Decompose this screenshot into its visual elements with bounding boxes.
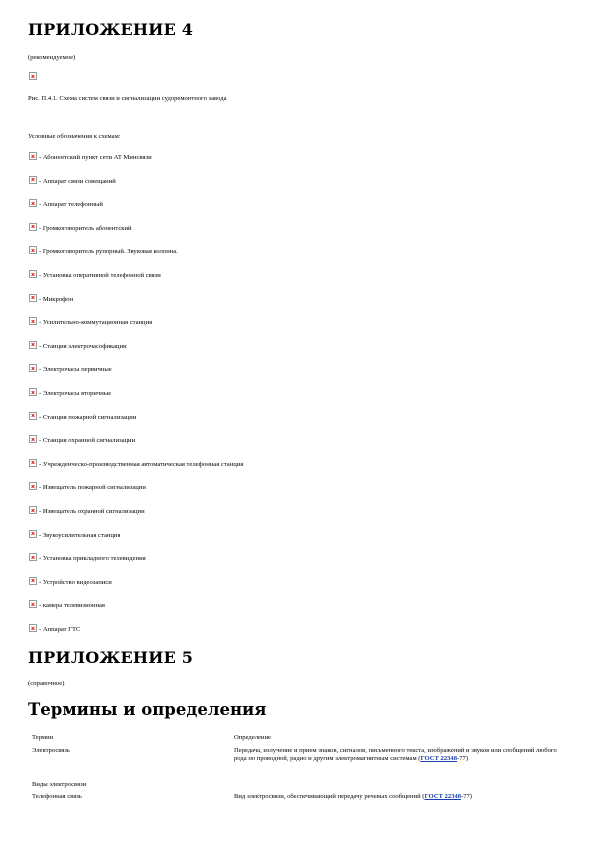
legend-label: - Громкоговоритель рупорный. Звуковая колонна. bbox=[39, 248, 178, 256]
legend-label: - Станция пожарной сигнализации bbox=[39, 413, 137, 421]
broken-image-icon bbox=[29, 341, 37, 349]
legend-label: - камера телевизионная bbox=[39, 602, 105, 610]
legend-item bbox=[28, 223, 428, 235]
broken-image-icon bbox=[29, 317, 37, 325]
table-header-term: Термин bbox=[32, 734, 54, 741]
legend-item bbox=[28, 577, 428, 589]
legend-item bbox=[28, 341, 428, 353]
legend-label: - Абонентский пункт сети АТ Минсвязи bbox=[39, 154, 152, 161]
legend-label: - Звукоусилительная станция bbox=[39, 531, 121, 539]
broken-image-icon bbox=[29, 246, 37, 254]
broken-image-icon bbox=[29, 506, 37, 514]
legend-item bbox=[28, 176, 428, 188]
broken-image-icon bbox=[29, 553, 37, 561]
legend-label: - Аппарат телефонный bbox=[39, 201, 103, 209]
broken-image-icon bbox=[29, 176, 37, 184]
definition-tail: -77) bbox=[461, 793, 473, 800]
legend-item bbox=[28, 317, 428, 329]
legend-heading: Условные обозначения к схемам: bbox=[28, 133, 121, 140]
legend-item bbox=[28, 412, 428, 424]
broken-image-icon bbox=[29, 364, 37, 372]
broken-image-icon bbox=[29, 482, 37, 490]
legend-label: - Учрежденческо-производственная автоматическая телефонная станция bbox=[39, 460, 244, 468]
legend-item bbox=[28, 506, 428, 518]
broken-image-icon bbox=[29, 412, 37, 420]
legend-label: - Электрочасы первичные bbox=[39, 366, 112, 374]
legend-label: - Станция охранной сигнализации bbox=[39, 437, 136, 445]
table-row-definition bbox=[234, 793, 564, 801]
legend-label: - Устройство видеозаписи bbox=[39, 578, 112, 586]
definition-tail: -77) bbox=[457, 755, 469, 763]
broken-image-icon bbox=[29, 152, 37, 160]
legend-item bbox=[28, 364, 428, 376]
legend-item bbox=[28, 435, 428, 447]
legend-item bbox=[28, 600, 428, 612]
broken-image-icon bbox=[29, 388, 37, 396]
legend-item bbox=[28, 246, 428, 258]
legend-label: - Установка прикладного телевидения bbox=[39, 555, 146, 563]
legend-label: - Извещатель пожарной сигнализации bbox=[39, 484, 146, 492]
legend-item bbox=[28, 624, 428, 636]
terms-heading: Термины и определения bbox=[28, 700, 267, 719]
legend-item bbox=[28, 199, 428, 211]
appendix4-status: (рекомендуемое) bbox=[28, 54, 76, 61]
table-row-term: Телефонная связь bbox=[32, 793, 82, 800]
legend-label: - Извещатель охранной сигнализации bbox=[39, 508, 145, 515]
legend-label: - Станция электрочасофикации bbox=[39, 342, 127, 350]
broken-image-icon bbox=[29, 199, 37, 207]
legend-item bbox=[28, 270, 428, 282]
definition-text: Передача, излучение и прием знаков, сигналов, письменного текста, изображений и звуков или сообщений любого рода по проводной, радио и другим электромагнитным системам ( bbox=[234, 747, 557, 763]
legend-item bbox=[28, 388, 428, 400]
gost-link[interactable]: ГОСТ 22348 bbox=[424, 793, 462, 800]
broken-image-icon bbox=[29, 294, 37, 302]
legend-label: - Усилительно-коммутационная станция bbox=[39, 319, 153, 327]
legend-item bbox=[28, 459, 428, 471]
broken-image-icon bbox=[29, 270, 37, 278]
table-row-term: Электросвязь bbox=[32, 747, 70, 754]
legend-item bbox=[28, 553, 428, 565]
legend-label: - Установка оперативной телефонной связи bbox=[39, 272, 161, 279]
broken-image-icon bbox=[29, 624, 37, 632]
broken-image-icon bbox=[29, 600, 37, 608]
gost-link[interactable]: ГОСТ 22348 bbox=[420, 755, 458, 763]
scheme-image-icon bbox=[29, 72, 37, 80]
table-header-definition: Определение bbox=[234, 734, 271, 741]
appendix5-status: (справочное) bbox=[28, 680, 65, 687]
broken-image-icon bbox=[29, 435, 37, 443]
broken-image-icon bbox=[29, 459, 37, 467]
legend-label: - Громкоговоритель абонентский bbox=[39, 224, 132, 232]
table-row-definition bbox=[234, 747, 564, 764]
table-row-term: Виды электросвязи bbox=[32, 781, 87, 788]
appendix4-title: ПРИЛОЖЕНИЕ 4 bbox=[28, 20, 194, 39]
figure-caption: Рис. П.4.1. Схема систем связи и сигнализации судоремонтного завода bbox=[28, 95, 227, 102]
legend-item bbox=[28, 152, 428, 164]
broken-image-icon bbox=[29, 223, 37, 231]
broken-image-icon bbox=[29, 530, 37, 538]
legend-label: - Электрочасы вторичные bbox=[39, 390, 112, 397]
definition-text: Вид электросвязи, обеспечивающий передачу речевых сообщений ( bbox=[234, 793, 425, 800]
legend-item bbox=[28, 482, 428, 494]
appendix5-title: ПРИЛОЖЕНИЕ 5 bbox=[28, 648, 194, 667]
legend-label: - Аппарат ГТС bbox=[39, 626, 81, 633]
legend-label: - Аппарат связи совещаний bbox=[39, 177, 116, 185]
legend-label: - Микрофон bbox=[39, 295, 74, 303]
legend-item bbox=[28, 294, 428, 306]
broken-image-icon bbox=[29, 577, 37, 585]
legend-item bbox=[28, 530, 428, 542]
